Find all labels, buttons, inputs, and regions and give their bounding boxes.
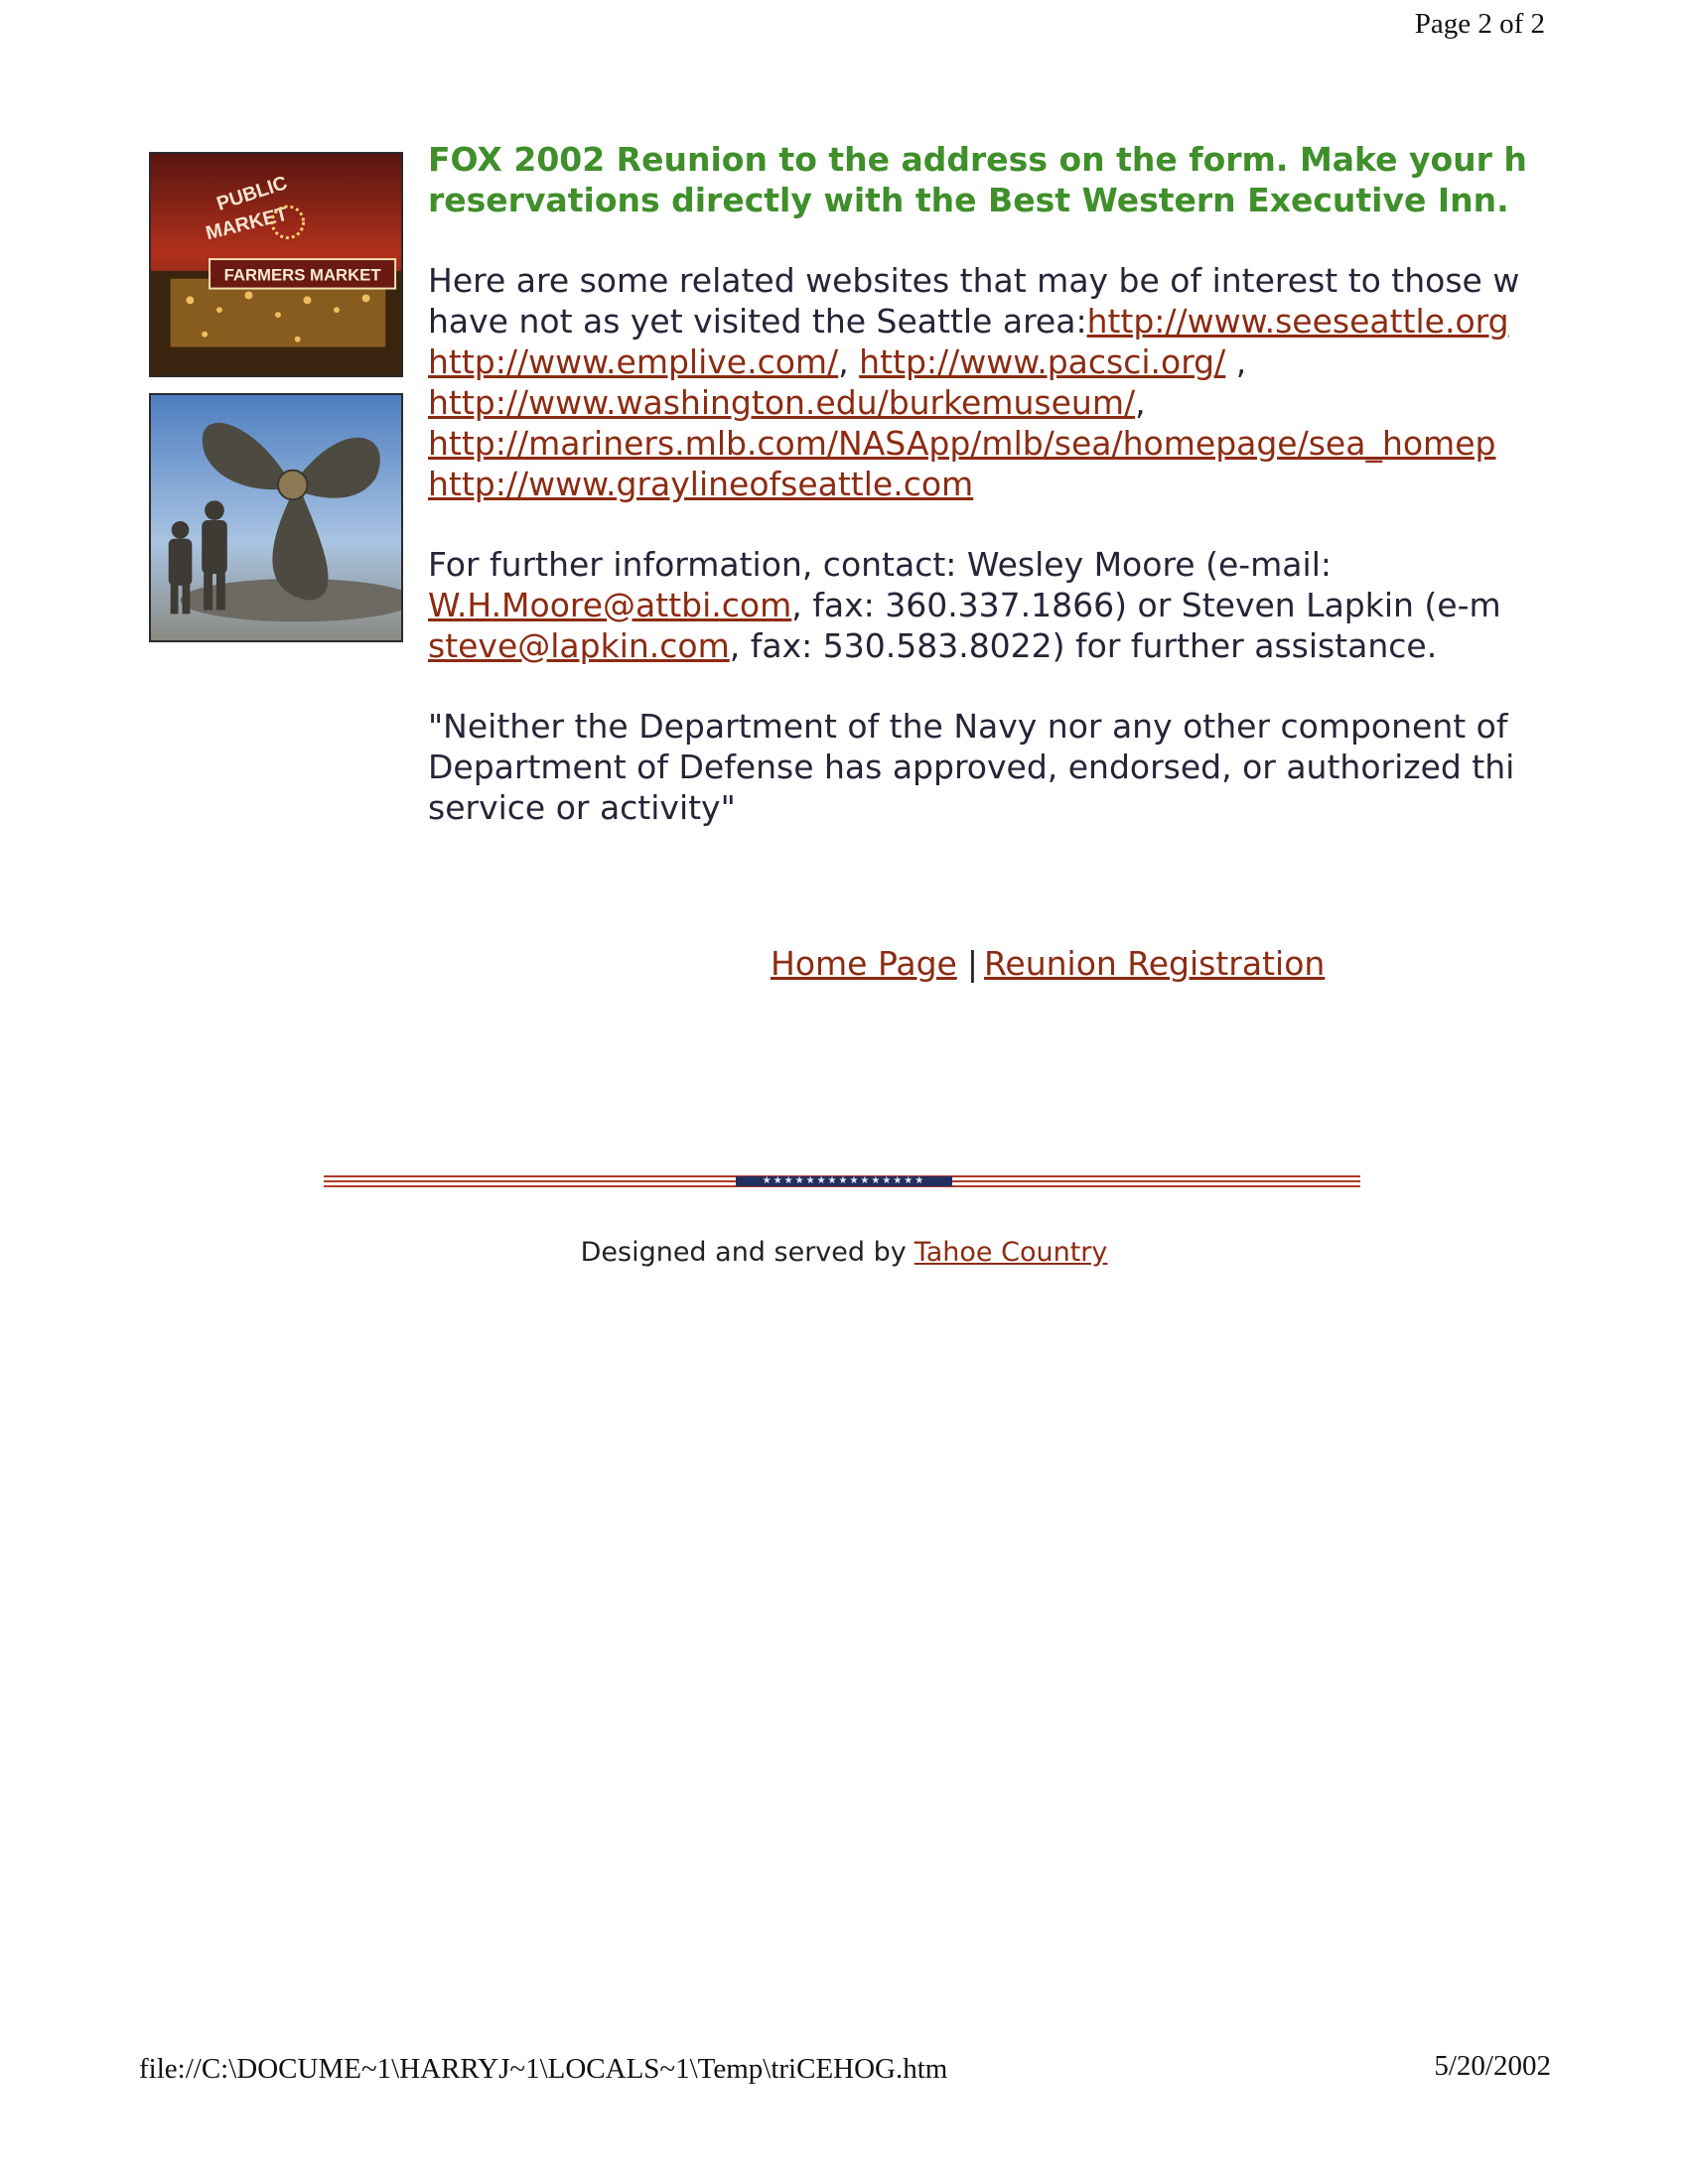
websites-intro-line-1: Here are some related websites that may be of interest to those w [428,261,1520,300]
highlight-line-1: FOX 2002 Reunion to the address on the form. Make your h [428,140,1527,179]
disclaimer-line-3: service or activity" [428,788,736,827]
contact-line-3-text: , fax: 530.583.8022) for further assistance. [729,626,1438,665]
highlight-line-2: reservations directly with the Best Western Executive Inn. [428,181,1509,219]
websites-intro-line-2 [428,301,1545,341]
market-sign-line3: FARMERS MARKET [223,265,381,285]
contact-line-3 [428,625,1545,666]
footer-nav [771,944,1325,983]
email-link-moore[interactable]: W.H.Moore@attbi.com [428,586,792,624]
tahoe-country-link[interactable]: Tahoe Country [914,1237,1108,1268]
reunion-registration-link[interactable]: Reunion Registration [983,944,1326,983]
email-link-lapkin[interactable]: steve@lapkin.com [428,626,730,665]
link-pacsci[interactable]: http://www.pacsci.org/ [859,342,1226,381]
links-line-3 [428,423,1545,464]
divider-stars: ★★★★★★★★★★★★★★★ [736,1176,952,1186]
disclaimer-line-2: Department of Defense has approved, endorsed, or authorized thi [428,748,1515,786]
main-content [428,139,1545,828]
page-number: Page 2 of 2 [1414,8,1545,40]
nav-separator: | [966,944,978,983]
print-date: 5/20/2002 [1434,2050,1551,2082]
link-grayline[interactable]: http://www.graylineofseattle.com [428,465,974,503]
site-credit [0,1237,1688,1268]
public-market-photo [149,152,403,377]
home-page-link[interactable]: Home Page [771,944,957,983]
market-sign-line1: PUBLIC [213,172,291,215]
link-burkemuseum[interactable]: http://www.washington.edu/burkemuseum/ [428,383,1136,422]
market-sign-line2: MARKET [203,203,290,245]
contact-line-2-text: , fax: 360.337.1866) or Steven Lapkin (e-m [791,586,1501,624]
contact-line-1: For further information, contact: Wesley Moore (e-mail: [428,545,1332,584]
link-seeseattle[interactable]: http://www.seeseattle.org [1086,302,1509,341]
disclaimer-line-1: "Neither the Department of the Navy nor any other component of [428,707,1508,746]
file-path: file://C:\DOCUME~1\HARRYJ~1\LOCALS~1\Temp\triCEHOG.htm [139,2053,948,2085]
links-line-4 [428,464,1545,504]
websites-intro-line-2-text: have not as yet visited the Seattle area: [428,302,1087,341]
propeller-statue-photo [149,393,403,642]
flag-divider [324,1173,1360,1189]
link-emplive[interactable]: http://www.emplive.com/ [428,342,839,381]
contact-line-2 [428,585,1545,625]
link-mariners[interactable]: http://mariners.mlb.com/NASApp/mlb/sea/homepage/sea_homep [428,424,1496,463]
credit-text: Designed and served by [580,1237,907,1268]
links-line-1: http://www.emplive.com/, http://www.pacsci.org/ , [428,342,1247,381]
links-line-2: http://www.washington.edu/burkemuseum/, [428,383,1146,422]
